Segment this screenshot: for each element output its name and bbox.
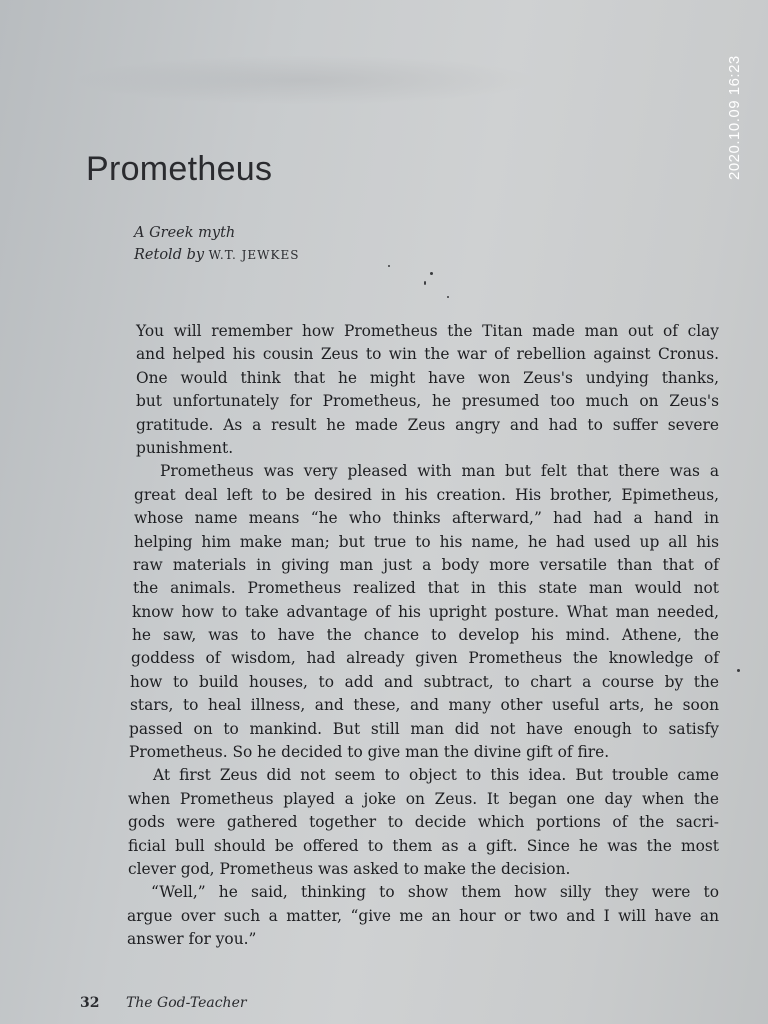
text-line: You will remember how Prometheus the Titan made man out of clay [136,322,719,340]
ink-speck [424,281,426,285]
page-footer [80,995,247,1011]
text-line: argue over such a matter, “give me an hour or two and I will have an [127,906,719,925]
text-line: helping him make man; but true to his name, he had used up all his [134,532,719,551]
text-line: gratitude. As a result he made Zeus angry and had to suffer severe [136,415,719,434]
text-line: passed on to mankind. But still man did not have enough to satisfy [129,719,719,738]
text-line: stars, to heal illness, and these, and many other useful arts, he soon [130,696,719,715]
ink-speck [430,272,433,275]
text-line: but unfortunately for Prometheus, he presumed too much on Zeus's [136,392,719,411]
text-line: One would think that he might have won Zeus's undying thanks, [136,368,719,387]
bleed-through-shadow [70,55,540,105]
text-line: how to build houses, to add and subtract, to chart a course by the [130,672,719,691]
text-line: great deal left to be desired in his creation. His brother, Epimetheus, [134,485,719,504]
page-number: 32 [80,995,100,1011]
text-line: Prometheus was very pleased with man but felt that there was a [160,462,719,481]
story-text [127,320,719,952]
text-line: and helped his cousin Zeus to win the war of rebellion against Cronus. [136,345,719,364]
text-line: ficial bull should be offered to them as a gift. Since he was the most [128,836,719,855]
ink-speck [447,296,449,298]
text-line: he saw, was to have the chance to develop his mind. Athene, the [132,626,719,645]
text-line: whose name means “he who thinks afterward,” had had a hand in [134,509,719,528]
text-line: “Well,” he said, thinking to show them how silly they were to [151,883,719,902]
ink-speck [388,265,390,267]
text-line: answer for you.” [127,930,257,949]
text-line: raw materials in giving man just a body more versatile than that of [133,555,719,574]
author-name: W.T. JEWKES [208,248,300,262]
text-line: punishment. [136,438,234,457]
ink-speck [737,669,740,672]
text-line: Prometheus. So he decided to give man the divine gift of fire. [129,743,610,762]
text-line: clever god, Prometheus was asked to make the decision. [128,859,571,878]
book-title: The God-Teacher [125,995,247,1011]
text-line: know how to take advantage of his upright posture. What man needed, [132,602,719,621]
subtitle-retold [134,244,299,266]
page-title: Prometheus [86,150,273,188]
text-line: gods were gathered together to decide which portions of the sacri- [128,813,719,832]
retold-prefix: Retold by [134,247,205,263]
text-line: when Prometheus played a joke on Zeus. It began one day when the [128,789,719,808]
photo-timestamp: 2020.10.09 16:23 [726,55,743,180]
text-line: goddess of wisdom, had already given Prometheus the knowledge of [131,649,719,668]
text-line: At first Zeus did not seem to object to this idea. But trouble came [153,766,719,785]
subtitle-block [134,222,299,266]
subtitle-origin: A Greek myth [134,225,236,241]
text-line: the animals. Prometheus realized that in this state man would not [133,579,719,598]
